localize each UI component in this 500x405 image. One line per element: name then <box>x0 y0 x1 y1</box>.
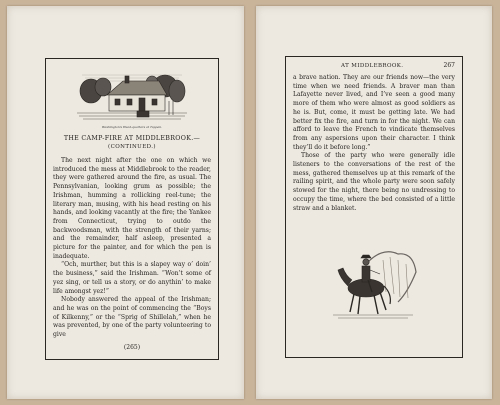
paragraph: “Och, murther, but this is a slapey way o’ doin’ the business,” said the Irishman. “Won’t some of yez sing, or tell us a story, or do anythin’ to make life amongst yez!” <box>53 261 211 295</box>
chapter-subtitle: (CONTINUED.) <box>108 144 156 150</box>
right-page-frame <box>285 56 463 358</box>
paragraph: The next night after the one on which we introduced the mess at Middlebrook to the reader, they were gathered around the fire, as usual. The Pennsylvanian, looking grum as possible; the Irishman, humming a rollicking reel-tune; the literary man, musing, with his head resting on his hands, and looking vacantly at the fire; the Yankee from Connecticut, trying to outdo the backwoodsman, with the strength of their yarns; and the remainder, half asleep, presented a picture for the painter, and for which the pen is inadequate. <box>53 157 211 260</box>
left-page-frame <box>45 58 219 360</box>
left-body-text <box>53 157 211 340</box>
engraving-caption: Washington's Head-quarters at Tappan. <box>101 125 163 129</box>
headquarters-engraving <box>77 71 187 123</box>
paragraph: a brave nation. They are our friends now—the very time when we need friends. A braver man than Lafayette never lived, and I’ve seen a good many more of them who were almost as good soldiers as he is. But, come, it must be getting late. We had better fix the fire, and turn in for the night. We can afford to leave the French to vindicate themselves from any aspersions upon their character. I think they’ll do it before long.” <box>293 74 455 151</box>
left-page-number: (265) <box>123 344 141 351</box>
running-head: AT MIDDLEBROOK. <box>341 63 404 69</box>
horseman-engraving <box>328 242 418 322</box>
paragraph: Those of the party who were generally idle listeners to the conversations of the rest of the mess, gathered themselves up at this remark of the railing spirit, and the whole party were soon safely stowed for the night, there being no undressing to occupy the time, where the bed consisted of a little straw and a blanket. <box>293 152 455 212</box>
right-body-text <box>293 74 455 213</box>
right-page <box>256 6 492 399</box>
right-page-number: 267 <box>443 62 455 69</box>
left-page <box>7 6 244 399</box>
paragraph: Nobody answered the appeal of the Irishman; and he was on the point of commencing the “Boys of Kilkenny,” or the “Sprig of Shillelah,” when he was prevented, by one of the party volunteering to give <box>53 296 211 339</box>
chapter-title: THE CAMP-FIRE AT MIDDLEBROOK.— <box>63 135 201 142</box>
